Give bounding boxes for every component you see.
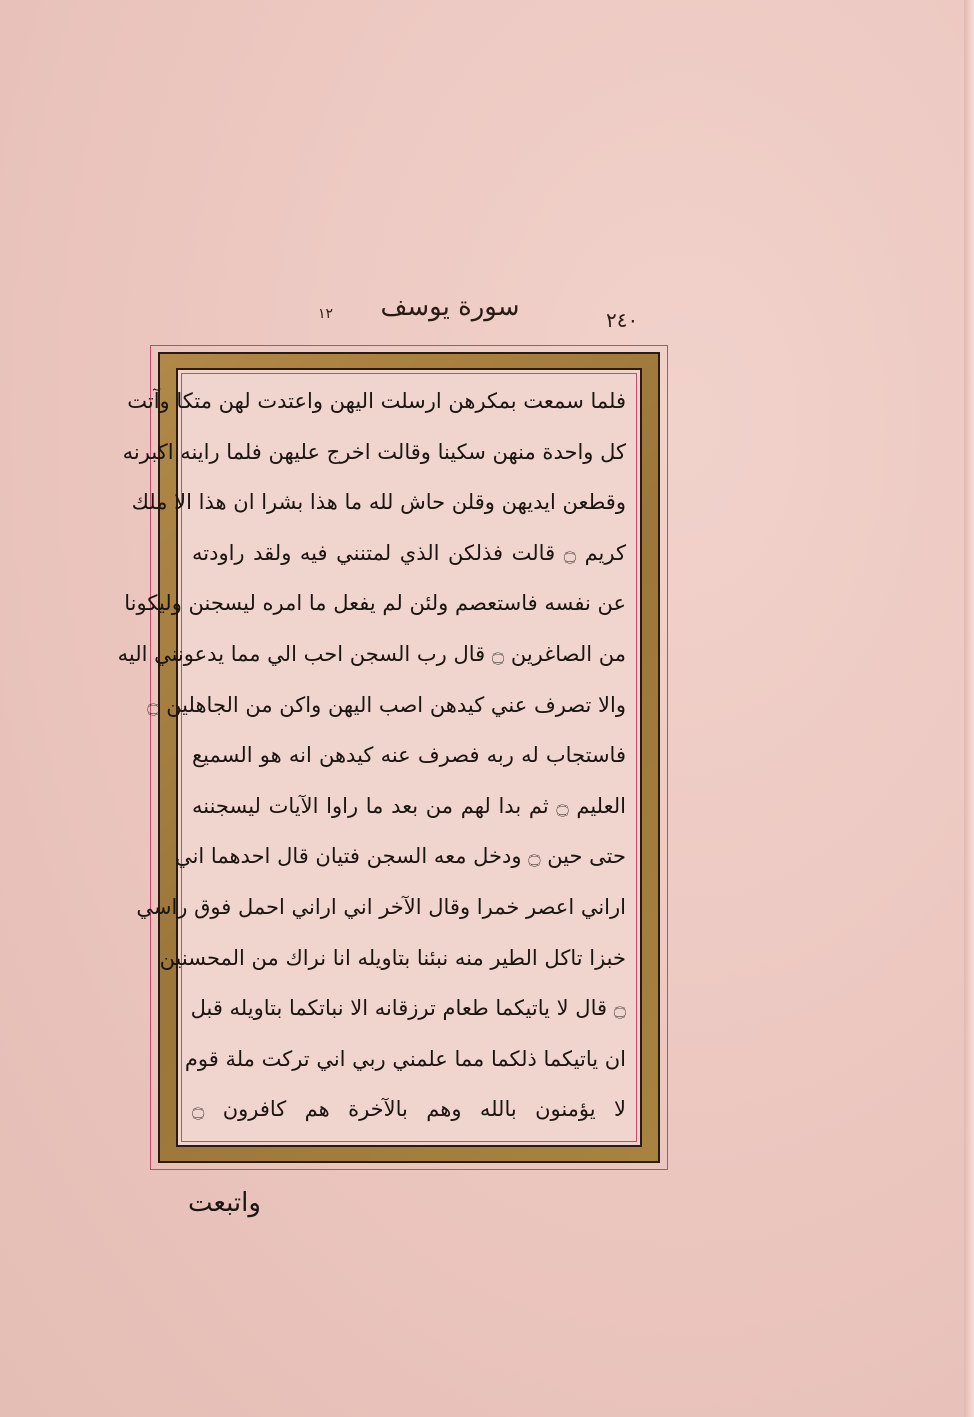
text-line: خبزا تاكل الطير منه نبئنا بتاويله انا نراك من المحسنين [159,945,626,970]
text-line: كل واحدة منهن سكينا وقالت اخرج عليهن فلما راينه اكبرنه [122,439,626,464]
page-number: ٢٤٠ [606,308,639,332]
text-line: والا تصرف عني كيدهن اصب اليهن واكن من الجاهلين ۝ [147,692,626,717]
text-line: عن نفسه فاستعصم ولئن لم يفعل ما امره ليسجنن وليكونا [124,591,626,616]
text-line: فاستجاب له ربه فصرف عنه كيدهن انه هو السميع [192,743,626,768]
catchword: واتبعت [188,1188,261,1218]
text-line: وقطعن ايديهن وقلن حاش لله ما هذا بشرا ان هذا الا ملك [131,490,626,515]
page-edge [964,0,974,1417]
text-line: لا يؤمنون بالله وهم بالآخرة هم كافرون ۝ [192,1097,626,1122]
surah-title: سورة يوسف [380,292,520,322]
text-line: العليم ۝ ثم بدا لهم من بعد ما راوا الآيات ليسجننه [192,793,626,818]
text-line: حتى حين ۝ ودخل معه السجن فتيان قال احدهما اني [175,844,626,869]
text-line: فلما سمعت بمكرهن ارسلت اليهن واعتدت لهن متكا وآتت [127,389,626,413]
surah-number: ١٢ [318,306,334,322]
text-line: كريم ۝ قالت فذلكن الذي لمتنني فيه ولقد راودته [192,540,626,565]
text-line: ان ياتيكما ذلكما مما علمني ربي اني تركت ملة قوم [184,1046,626,1071]
text-line: اراني اعصر خمرا وقال الآخر اني اراني احمل فوق راسي [136,894,626,919]
text-line: من الصاغرين ۝ قال رب السجن احب الي مما يدعونني اليه [117,641,626,666]
text-block [117,376,626,1136]
text-line: ۝ قال لا ياتيكما طعام ترزقانه الا نباتكما بتاويله قبل [190,996,626,1021]
